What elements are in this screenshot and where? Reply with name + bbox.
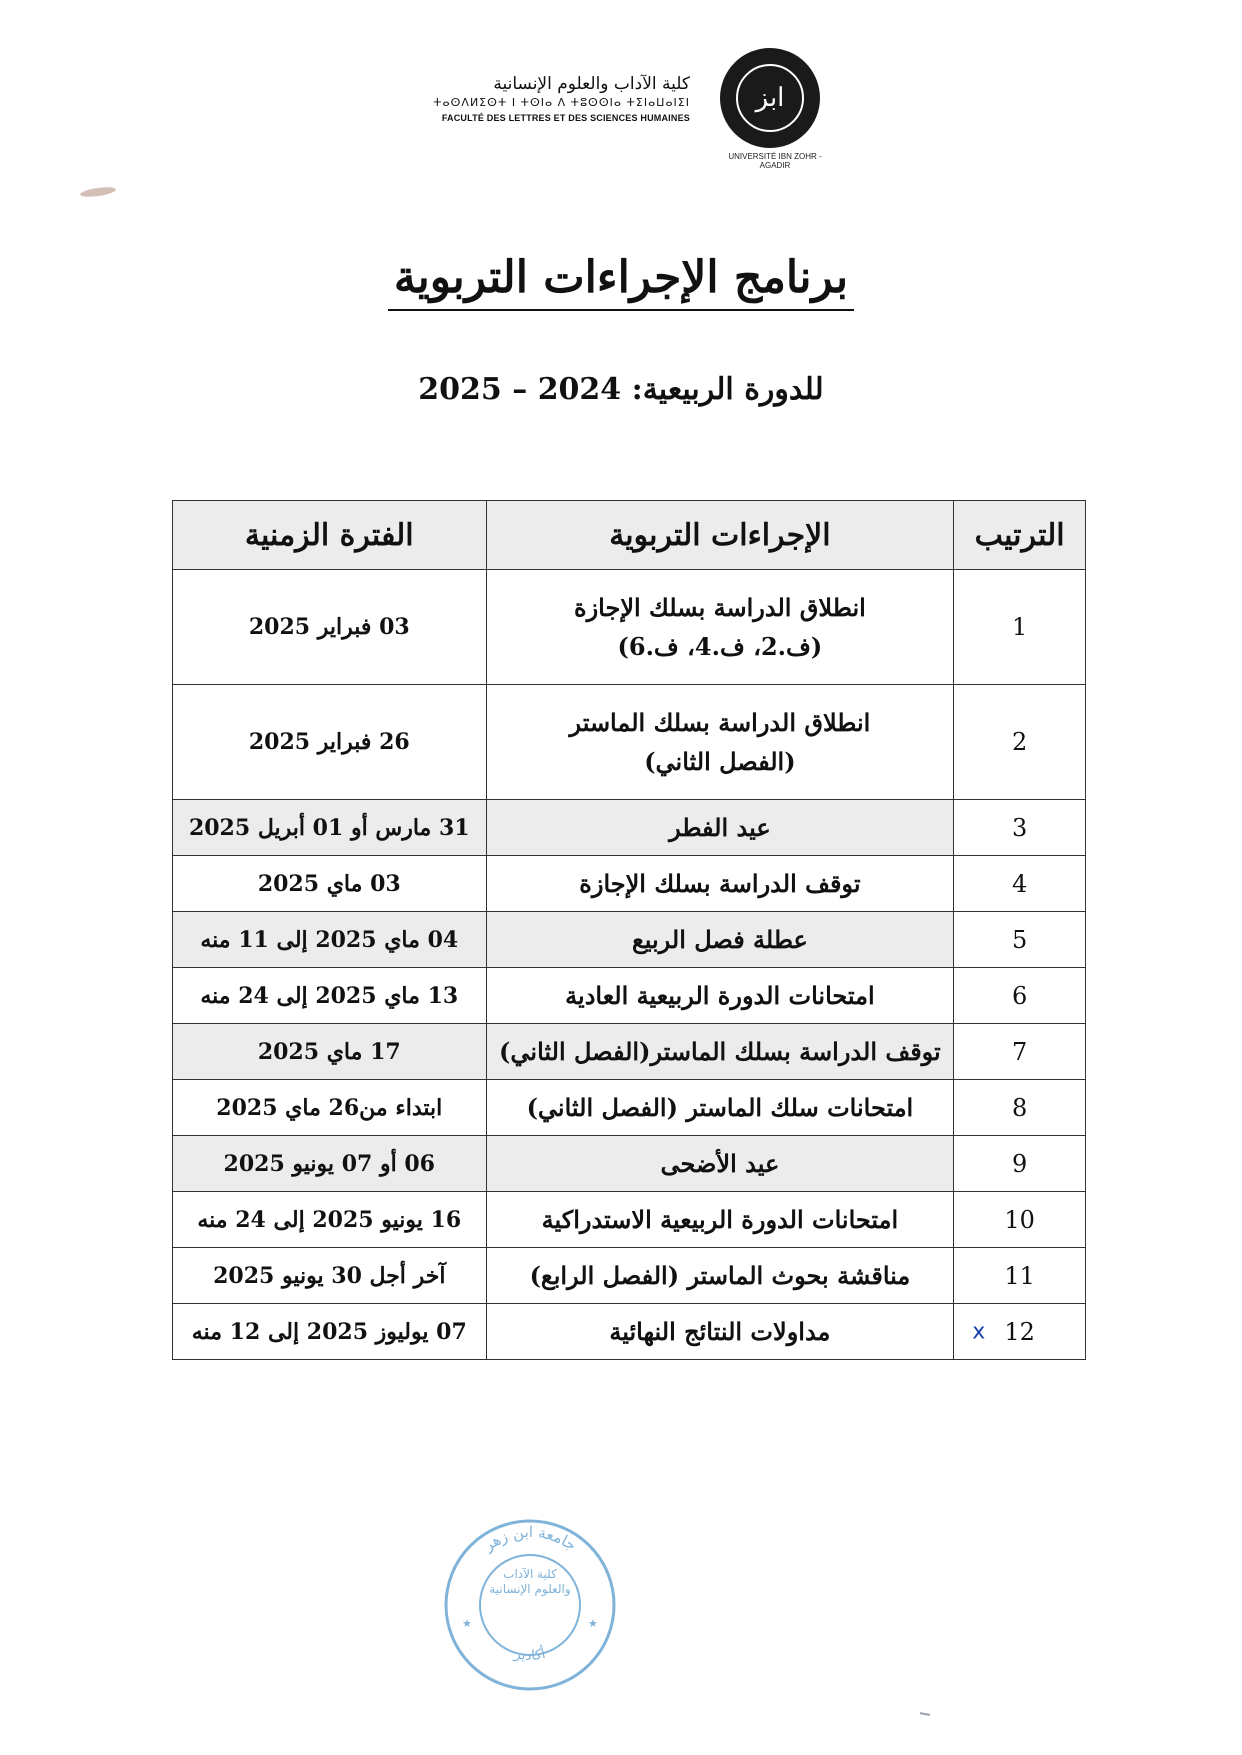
row-period: 03 ماي 2025 (173, 856, 487, 912)
table-row (173, 912, 1086, 968)
row-number: 2 (954, 685, 1086, 800)
stamp-bottom-text: أكادير (512, 1645, 548, 1664)
row-period: 04 ماي 2025 إلى 11 منه (173, 912, 487, 968)
table-row (173, 1192, 1086, 1248)
row-period: آخر أجل 30 يونيو 2025 (173, 1248, 487, 1304)
logo-seal-caption: UNIVERSITÉ IBN ZOHR - AGADIR (728, 152, 822, 170)
row-action: امتحانات الدورة الربيعية العادية (486, 968, 954, 1024)
table-row (173, 1080, 1086, 1136)
faculty-name-tifinagh: ⵜⴰⵙⴷⵍⵉⵙⵜ ⵏ ⵜⵙⵏⴰ ⴷ ⵜⵓⵙⵙⵏⴰ ⵜⵉⵏⴰⵡⴰⵏⵉⵏ (433, 96, 690, 109)
row-action-line1: انطلاق الدراسة بسلك الإجازة (574, 593, 866, 622)
table-row (173, 1304, 1086, 1360)
row-action: مداولات النتائج النهائية (486, 1304, 954, 1360)
row-number: 5 (954, 912, 1086, 968)
table-row (173, 1024, 1086, 1080)
header-action: الإجراءات التربوية (486, 501, 954, 570)
logo-monogram-icon: ابز (736, 64, 804, 132)
row-action-line2: (الفصل الثاني) (644, 747, 796, 776)
row-action: توقف الدراسة بسلك الماستر(الفصل الثاني) (486, 1024, 954, 1080)
row-action: عيد الأضحى (486, 1136, 954, 1192)
row-period: 16 يونيو 2025 إلى 24 منه (173, 1192, 487, 1248)
table-row (173, 800, 1086, 856)
header-period: الفترة الزمنية (173, 501, 487, 570)
row-action: مناقشة بحوث الماستر (الفصل الرابع) (486, 1248, 954, 1304)
table-row (173, 685, 1086, 800)
row-action (486, 685, 954, 800)
table-header-row (173, 501, 1086, 570)
table-row (173, 570, 1086, 685)
row-number: 1 (954, 570, 1086, 685)
row-action: امتحانات سلك الماستر (الفصل الثاني) (486, 1080, 954, 1136)
faculty-header (430, 74, 690, 123)
row-action: توقف الدراسة بسلك الإجازة (486, 856, 954, 912)
schedule-table (172, 500, 1086, 1360)
row-number: 11 (954, 1248, 1086, 1304)
stamp-star-left: ★ (462, 1617, 472, 1630)
faculty-name-french: FACULTÉ DES LETTRES ET DES SCIENCES HUMAINES (441, 113, 690, 123)
row-number: 12 x (954, 1304, 1086, 1360)
row-number: 3 (954, 800, 1086, 856)
page-subtitle: للدورة الربيعية: 2024 – 2025 (418, 372, 824, 407)
university-logo-icon (720, 48, 820, 148)
faculty-stamp-icon (440, 1515, 620, 1695)
row-number: 4 (954, 856, 1086, 912)
row-action: عيد الفطر (486, 800, 954, 856)
row-number: 9 (954, 1136, 1086, 1192)
row-number: 7 (954, 1024, 1086, 1080)
header-rank: الترتيب (954, 501, 1086, 570)
row-number: 8 (954, 1080, 1086, 1136)
page-title: برنامج الإجراءات التربوية (0, 252, 1242, 311)
handwritten-x-mark: x (972, 1319, 986, 1344)
faculty-name-arabic: كلية الآداب والعلوم الإنسانية (493, 74, 690, 94)
row-period: 31 مارس أو 01 أبريل 2025 (173, 800, 487, 856)
table-row (173, 1248, 1086, 1304)
row-period: 06 أو 07 يونيو 2025 (173, 1136, 487, 1192)
row-number: 6 (954, 968, 1086, 1024)
row-action: امتحانات الدورة الربيعية الاستدراكية (486, 1192, 954, 1248)
row-action: عطلة فصل الربيع (486, 912, 954, 968)
table-row (173, 856, 1086, 912)
row-action-line2: (ف.2، ف.4، ف.6) (617, 632, 823, 661)
row-period: 07 يوليوز 2025 إلى 12 منه (173, 1304, 487, 1360)
table-row (173, 968, 1086, 1024)
row-period: ابتداء من26 ماي 2025 (173, 1080, 487, 1136)
stamp-inner-text: كلية الآداب والعلوم الإنسانية (489, 1567, 571, 1596)
row-period: 17 ماي 2025 (173, 1024, 487, 1080)
row-period: 26 فبراير 2025 (173, 685, 487, 800)
row-action-line1: انطلاق الدراسة بسلك الماستر (569, 708, 871, 737)
paper-smudge (80, 186, 117, 199)
row-period: 03 فبراير 2025 (173, 570, 487, 685)
row-number: 10 (954, 1192, 1086, 1248)
stamp-outer-text: جامعة ابن زهر (480, 1522, 580, 1555)
stamp-star-right: ★ (588, 1617, 598, 1630)
row-action (486, 570, 954, 685)
paper-speck (920, 1712, 930, 1716)
row-period: 13 ماي 2025 إلى 24 منه (173, 968, 487, 1024)
table-row (173, 1136, 1086, 1192)
